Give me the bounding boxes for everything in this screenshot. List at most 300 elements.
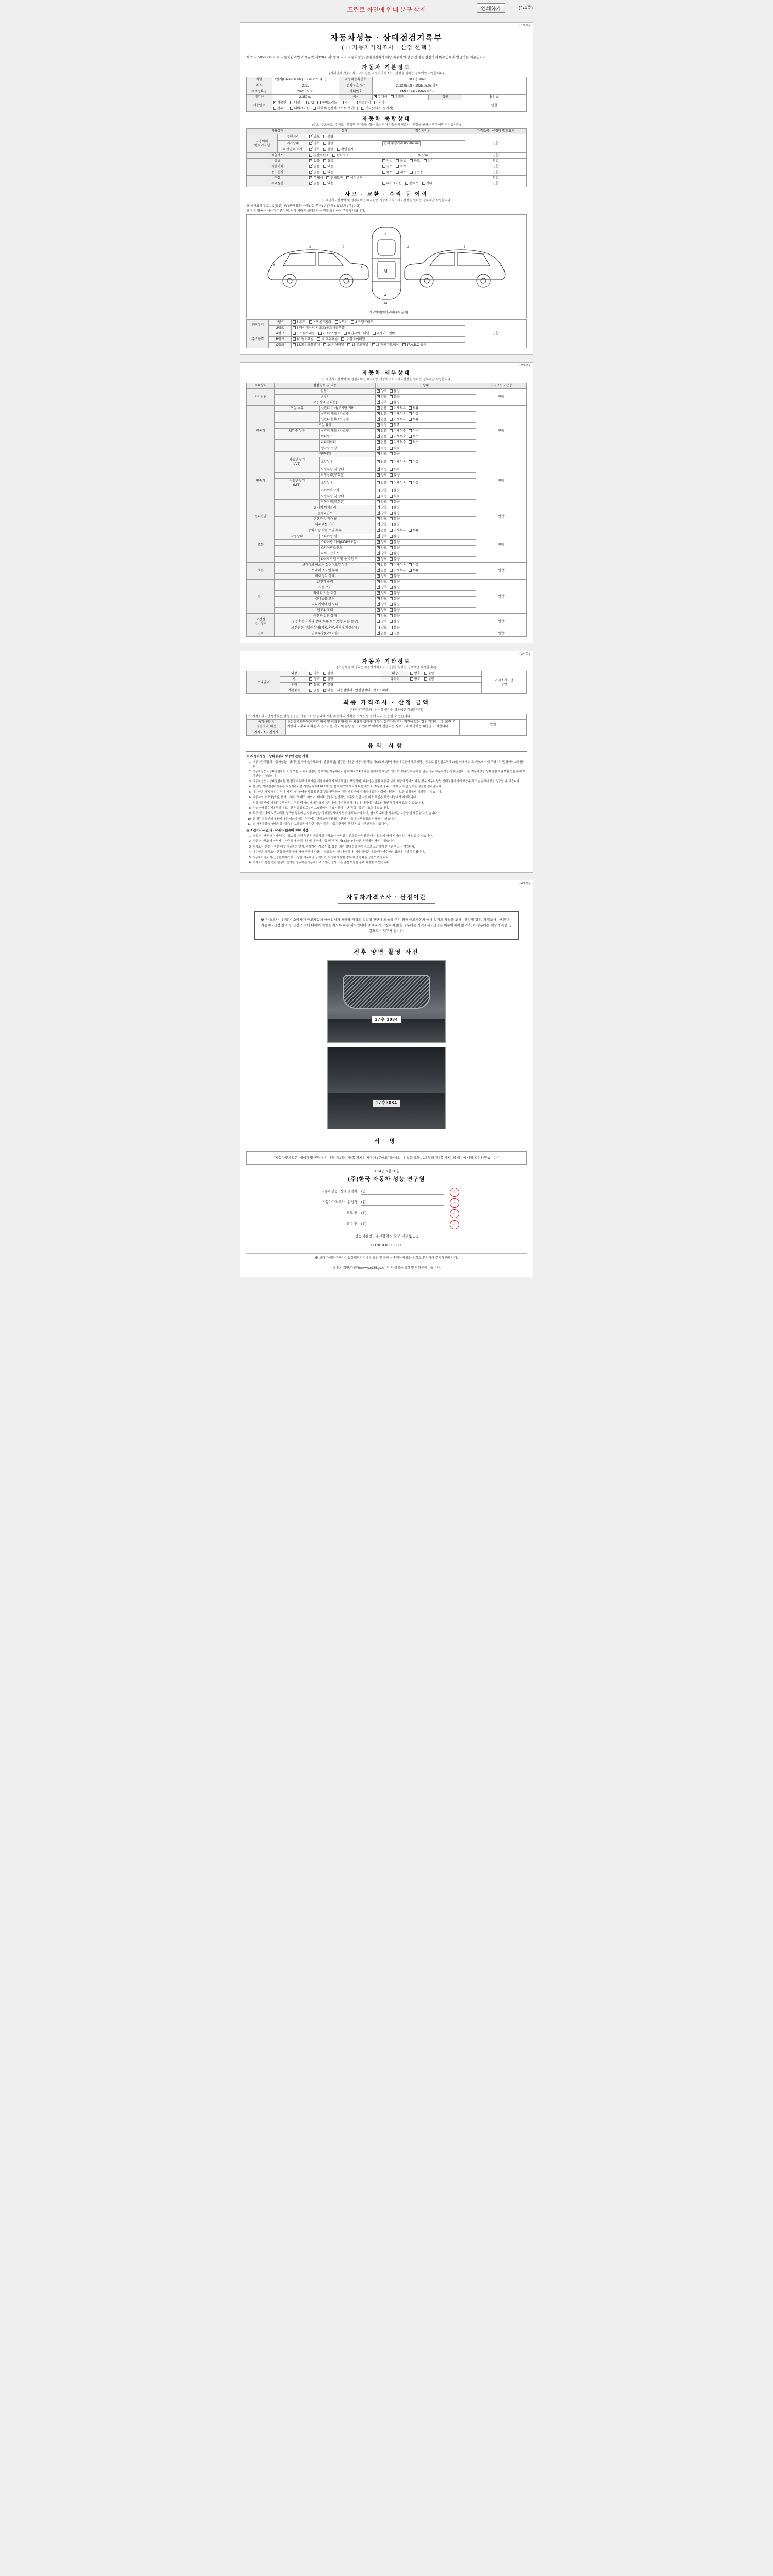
- overall-price-6: 연합: [465, 175, 527, 181]
- checkbox-mileage-good[interactable]: [309, 135, 312, 138]
- detail-state-options[interactable]: [375, 528, 476, 534]
- checkbox-rankA-insidepanel[interactable]: [344, 332, 347, 335]
- detail-option-label: 양호: [380, 608, 387, 613]
- checkbox-없음[interactable]: [377, 440, 380, 444]
- table-row: [247, 730, 527, 735]
- detail-option-label: 누유: [412, 406, 419, 411]
- detail-state-options[interactable]: [375, 511, 476, 517]
- checkbox-option-sunroof[interactable]: [273, 107, 276, 110]
- checkbox-불량[interactable]: [390, 620, 393, 623]
- rank-1-items[interactable]: [291, 319, 465, 325]
- detail-state-options[interactable]: [375, 545, 476, 551]
- etc-glass-options[interactable]: [308, 683, 381, 688]
- detail-state-options[interactable]: [375, 631, 476, 636]
- checkbox-없음[interactable]: [377, 481, 380, 484]
- detail-state-options[interactable]: [375, 602, 476, 608]
- checkbox-미세누유[interactable]: [390, 563, 393, 566]
- checkbox-불량[interactable]: [390, 574, 393, 578]
- checkbox-미세누유[interactable]: [390, 412, 393, 415]
- checkbox-option-navigation[interactable]: [290, 107, 293, 110]
- checkbox-양호[interactable]: [377, 574, 380, 578]
- accident-ranks-table: [246, 319, 527, 348]
- checkbox-불량[interactable]: [390, 489, 393, 492]
- detail-state-options[interactable]: [375, 429, 476, 434]
- checkbox-양호[interactable]: [377, 591, 380, 595]
- detail-item-label: 커먼레일: [275, 451, 375, 457]
- option-options[interactable]: [272, 106, 462, 111]
- checkbox-미세누유[interactable]: [390, 481, 393, 484]
- checkbox-불량[interactable]: [390, 540, 393, 544]
- checkbox-양호[interactable]: [377, 580, 380, 583]
- checkbox-불량[interactable]: [390, 535, 393, 538]
- front-grille: [343, 975, 430, 1009]
- checkbox-불량[interactable]: [390, 597, 393, 600]
- checkbox-cluster-good[interactable]: [309, 142, 312, 145]
- checkbox-부족[interactable]: [390, 447, 393, 450]
- detail-state-options[interactable]: [375, 608, 476, 614]
- checkbox-미세누유[interactable]: [390, 418, 393, 421]
- detail-option-label: 불량: [393, 540, 400, 544]
- checkbox-없음[interactable]: [377, 632, 380, 635]
- color-options[interactable]: [373, 94, 429, 100]
- signature-value[interactable]: (인): [361, 1190, 444, 1195]
- tuning-options[interactable]: [308, 158, 381, 164]
- usechange-sub[interactable]: [381, 170, 465, 175]
- checkbox-양호[interactable]: [377, 517, 380, 520]
- detail-option-label: 없음: [380, 418, 387, 422]
- checkbox-color-chromatic[interactable]: [391, 95, 394, 98]
- checkbox-rank2-radiator-support[interactable]: [293, 326, 296, 329]
- signature-value[interactable]: (인): [361, 1200, 444, 1206]
- checkbox-미세누수[interactable]: [390, 429, 393, 432]
- checkbox-rank1-hood[interactable]: [293, 320, 296, 324]
- detail-state-options[interactable]: [375, 500, 476, 505]
- checkbox-fuel-gasoline[interactable]: [273, 101, 276, 104]
- etc-tire-options[interactable]: [409, 677, 481, 683]
- checkbox-부족[interactable]: [390, 423, 393, 427]
- checkbox-special-fire[interactable]: [396, 165, 399, 168]
- fuel-opt-3: 하이브리드: [322, 100, 338, 105]
- detail-option-label: 없음: [380, 406, 387, 411]
- fuel-opt-0: 가솔린: [277, 100, 287, 105]
- checkbox-tuning-yes[interactable]: [323, 159, 326, 162]
- checkbox-양호[interactable]: [377, 603, 380, 606]
- detail-state-options[interactable]: [375, 400, 476, 406]
- checkbox-미세누유[interactable]: [390, 569, 393, 572]
- checkbox-누유[interactable]: [409, 406, 412, 410]
- detail-state-options[interactable]: [375, 388, 476, 394]
- final-price-table: [246, 714, 527, 735]
- detail-state-options[interactable]: [375, 457, 476, 467]
- detail-state-options[interactable]: [375, 614, 476, 619]
- tuning-sub-options[interactable]: [381, 158, 465, 164]
- detail-state-options[interactable]: [375, 585, 476, 591]
- detail-state-options[interactable]: [375, 394, 476, 400]
- checkbox-etc-glass-good[interactable]: [309, 683, 312, 686]
- checkbox-불량[interactable]: [390, 580, 393, 583]
- checkbox-option-other[interactable]: [361, 107, 364, 110]
- signature-row: [246, 1220, 527, 1229]
- checkbox-미세누수[interactable]: [390, 440, 393, 444]
- special-history-options[interactable]: [308, 164, 381, 170]
- checkbox-불량[interactable]: [390, 517, 393, 520]
- checkbox-양호[interactable]: [377, 540, 380, 544]
- table-row: [247, 505, 527, 511]
- checkbox-tuning-structure[interactable]: [410, 159, 413, 162]
- checkbox-special-flood[interactable]: [382, 165, 385, 168]
- overall-col-3: 가격조사 · 산정액 별도표기: [465, 129, 527, 134]
- mos-opt-0: 내비게이션: [386, 181, 402, 185]
- year-label: 연 식: [247, 83, 272, 89]
- detail-item-label: 동력조향 작동 오일 누유: [275, 528, 375, 534]
- checkbox-rankC-roofpanel[interactable]: [347, 343, 350, 346]
- checkbox-usechange-rent[interactable]: [382, 171, 385, 174]
- checkbox-양호[interactable]: [377, 473, 380, 477]
- checkbox-rankB-floorpanel[interactable]: [341, 337, 344, 341]
- checkbox-불량[interactable]: [390, 614, 393, 617]
- checkbox-불량[interactable]: [390, 586, 393, 589]
- detail-state-options[interactable]: [375, 591, 476, 597]
- detail-state-options[interactable]: [375, 417, 476, 423]
- checkbox-불량[interactable]: [390, 452, 393, 455]
- checkbox-fuel-diesel[interactable]: [290, 101, 293, 104]
- detail-subitem-label: 오일유량 및 상태: [320, 494, 376, 500]
- checkbox-fuel-lpg[interactable]: [304, 101, 307, 104]
- detail-state-options[interactable]: [375, 412, 476, 417]
- checkbox-etc-interior-bad[interactable]: [424, 672, 427, 675]
- checkbox-적정[interactable]: [377, 423, 380, 427]
- detail-state-options[interactable]: [375, 568, 476, 573]
- checkbox-불량[interactable]: [390, 626, 393, 629]
- checkbox-양호[interactable]: [377, 452, 380, 455]
- detail-state-options[interactable]: [375, 551, 476, 556]
- checkbox-usechange-none[interactable]: [309, 171, 312, 174]
- checkbox-etc-tire-bad[interactable]: [424, 677, 427, 681]
- detail-state-options[interactable]: [375, 478, 476, 488]
- checkbox-불량[interactable]: [390, 591, 393, 595]
- detail-state-options[interactable]: [375, 625, 476, 631]
- checkbox-rankA-crossmember[interactable]: [318, 332, 322, 335]
- mileage-state-options[interactable]: [308, 134, 381, 140]
- checkbox-없음[interactable]: [377, 406, 380, 410]
- notice-item: 4. 매수인은 가격조사·산정 금액과 실제 거래 금액이 다를 수 있음을 인지하여야 하며, 거래 금액은 매도인과 매수인의 협의에 따라 결정됩니다.: [253, 850, 527, 854]
- detail-table-body: [247, 388, 527, 636]
- checkbox-양호[interactable]: [377, 586, 380, 589]
- table-row: [247, 457, 527, 467]
- detail-state-options[interactable]: [375, 472, 476, 478]
- checkbox-불량[interactable]: [390, 500, 393, 503]
- checkbox-mainopt-other[interactable]: [422, 182, 425, 185]
- checkbox-양호[interactable]: [377, 500, 380, 503]
- checkbox-누유[interactable]: [409, 481, 412, 484]
- checkbox-etc-wheel-bad[interactable]: [323, 677, 326, 681]
- detail-option-label: 양호: [380, 586, 387, 590]
- detail-option-label: 불량: [393, 546, 400, 550]
- checkbox-etc-glass-bad[interactable]: [323, 683, 326, 686]
- checkbox-tuning-device[interactable]: [424, 159, 427, 162]
- checkbox-불량[interactable]: [390, 557, 393, 561]
- special-opinion-value: ※점검제외항목(미점검 항목 및 미확인 항목) 등 차량의 상태에 대하여 점검자의 추가 의견이 있는 경우 기재합니다. 또한 본 차량의 노후화에 따른 자연스러운 마모 및 손상 등으로 인하여 매매가 진행되는 경우 그에 해당하는 내용을 기재합니다.: [286, 720, 460, 730]
- signature-value[interactable]: (인): [361, 1211, 444, 1216]
- detail-state-options[interactable]: [375, 517, 476, 522]
- checkbox-누유[interactable]: [409, 460, 412, 463]
- checkbox-color-achromatic[interactable]: [374, 95, 377, 98]
- checkbox-etc-tire-good[interactable]: [410, 677, 413, 681]
- emission-options[interactable]: [308, 152, 381, 158]
- fuelgauge-options[interactable]: [308, 147, 381, 152]
- checkbox-불량[interactable]: [390, 552, 393, 555]
- checkbox-fuelgauge-bad[interactable]: [323, 148, 326, 151]
- checkbox-없음[interactable]: [377, 429, 380, 432]
- checkbox-미세누유[interactable]: [390, 406, 393, 410]
- checkbox-양호[interactable]: [377, 552, 380, 555]
- checkbox-fuelgauge-unknown[interactable]: [337, 148, 340, 151]
- checkbox-rank1-trunklid[interactable]: [351, 320, 354, 324]
- special-history-sub[interactable]: [381, 164, 465, 170]
- checkbox-양호[interactable]: [377, 523, 380, 526]
- detail-option-label: 누유: [412, 481, 419, 485]
- checkbox-불량[interactable]: [390, 389, 393, 393]
- checkbox-etc-exterior-good[interactable]: [309, 672, 312, 675]
- checkbox-없음[interactable]: [377, 569, 380, 572]
- notice-item: 2. 자동차가격조사·산정자는 가격조사·산정 내용에 대하여 자동차관리법 제58조의4에 따른 손해배상 책임이 있습니다.: [253, 839, 527, 843]
- checkbox-rankC-trunkfloor[interactable]: [293, 343, 296, 346]
- table-row: [247, 528, 527, 534]
- detail-state-options[interactable]: [375, 580, 476, 585]
- overall-price-4: 연합: [465, 164, 527, 170]
- checkbox-적정[interactable]: [377, 447, 380, 450]
- checkbox-mainopt-nav[interactable]: [382, 182, 385, 185]
- detail-state-options[interactable]: [375, 440, 476, 446]
- overall-price-3: 연합: [465, 158, 527, 164]
- checkbox-colorstate-achromatic[interactable]: [309, 176, 312, 179]
- checkbox-양호[interactable]: [377, 608, 380, 612]
- checkbox-불량[interactable]: [390, 473, 393, 477]
- detail-state-options[interactable]: [375, 562, 476, 568]
- checkbox-양호[interactable]: [377, 389, 380, 393]
- basic-price-value: 연합: [462, 100, 527, 111]
- checkbox-불량[interactable]: [390, 603, 393, 606]
- checkbox-불량[interactable]: [390, 546, 393, 549]
- checkbox-fuel-hydrogen[interactable]: [355, 101, 358, 104]
- detail-option-label: 양호: [380, 389, 387, 393]
- checkbox-mainopt-sunroof[interactable]: [405, 182, 408, 185]
- detail-option-label: 불량: [393, 614, 400, 618]
- checkbox-부족[interactable]: [390, 495, 393, 498]
- detail-state-options[interactable]: [375, 597, 476, 602]
- detail-state-options[interactable]: [375, 434, 476, 440]
- rank-2-items[interactable]: [291, 325, 465, 331]
- table-row: [247, 562, 527, 568]
- checkbox-불량[interactable]: [390, 506, 393, 509]
- checkbox-불량[interactable]: [390, 512, 393, 515]
- checkbox-mainopt-yes[interactable]: [323, 182, 326, 185]
- svg-text:1: 1: [361, 266, 363, 269]
- detail-state-options[interactable]: [375, 619, 476, 625]
- special-opinion-label: 특기사항 및 점검자의 의견: [247, 720, 286, 730]
- checkbox-fuel-electric[interactable]: [341, 101, 344, 104]
- checkbox-양호[interactable]: [377, 557, 380, 561]
- rank-b-items[interactable]: [291, 337, 465, 343]
- checkbox-없음[interactable]: [377, 435, 380, 438]
- checkbox-rankC-rearpanel[interactable]: [323, 343, 326, 346]
- checkbox-rankA-frontpanel[interactable]: [293, 332, 296, 335]
- checkbox-mileage-bad[interactable]: [323, 135, 326, 138]
- checkbox-양호[interactable]: [377, 614, 380, 617]
- usechange-options[interactable]: [308, 170, 381, 175]
- main-option-options[interactable]: [308, 181, 381, 187]
- detail-state-options[interactable]: [375, 423, 476, 429]
- checkbox-emission-co[interactable]: [309, 154, 312, 157]
- rank-c-items[interactable]: [291, 343, 465, 348]
- checkbox-etc-interior-good[interactable]: [410, 672, 413, 675]
- checkbox-미세누수[interactable]: [390, 435, 393, 438]
- checkbox-양호[interactable]: [377, 620, 380, 623]
- detail-state-options[interactable]: [375, 573, 476, 579]
- detail-state-options[interactable]: [375, 451, 476, 457]
- checkbox-있음[interactable]: [390, 632, 393, 635]
- fuel-type-options[interactable]: [272, 100, 462, 106]
- detail-option-label: 양호: [380, 401, 387, 404]
- checkbox-적정[interactable]: [377, 495, 380, 498]
- checkbox-누수[interactable]: [409, 440, 412, 444]
- checkbox-양호[interactable]: [377, 597, 380, 600]
- checkbox-etc-basic-yes[interactable]: [323, 689, 326, 692]
- rank-a-items[interactable]: [291, 331, 465, 337]
- price-assessment-banner: ※ '가격조사 · 산정'은 소비자가 중고자동차 매매업자가 거래를 가격의 적절성 판단에 도움을 주기 위해 중고차동차 매매 업자의 가격을 조사 · 산정할 경우, 가격조사 · 산정자는 자동차 · 산정 결과 등 산정 가격에 대하여 책임을 지도록 하는 제도입니다. 소비자가 요청하지 않을 경우에는 가격조사 · 산정은 이루어지지 않으며, 이 경우에는 해당 항목을 공란으로 비워두게 됩니다.: [254, 911, 519, 940]
- checkbox-불량[interactable]: [390, 401, 393, 404]
- checkbox-양호[interactable]: [377, 401, 380, 404]
- cluster-state-options[interactable]: [308, 140, 381, 147]
- checkbox-special-yes[interactable]: [323, 165, 326, 168]
- etc-wheel-options[interactable]: [308, 677, 381, 683]
- checkbox-불량[interactable]: [390, 395, 393, 398]
- detail-state-options[interactable]: [375, 534, 476, 539]
- checkbox-없음[interactable]: [377, 563, 380, 566]
- print-button[interactable]: 인쇄하기: [477, 3, 505, 13]
- checkbox-mainopt-none[interactable]: [309, 182, 312, 185]
- signature-value[interactable]: (인): [361, 1222, 444, 1227]
- checkbox-없음[interactable]: [377, 412, 380, 415]
- detail-option-label: 미세누유: [393, 412, 406, 416]
- detail-state-options[interactable]: [375, 446, 476, 451]
- checkbox-tuning-illegal[interactable]: [396, 159, 399, 162]
- checkbox-누유[interactable]: [409, 563, 412, 566]
- checkbox-적정[interactable]: [377, 468, 380, 471]
- checkbox-fuelgauge-good[interactable]: [309, 148, 312, 151]
- accident-note: (거래당사 · 산정액 및 점검자의견 표시란은 자동차가격조사 · 산정을 원하는 경우에만 작성합니다): [321, 199, 452, 202]
- rank-c-label: C랭크: [269, 343, 291, 348]
- checkbox-누유[interactable]: [409, 412, 412, 415]
- checkbox-rank1-fender[interactable]: [309, 320, 312, 324]
- checkbox-fuel-hybrid[interactable]: [317, 101, 321, 104]
- ra-1: 7.크로스멤버: [322, 332, 341, 336]
- detail-state-options[interactable]: [375, 467, 476, 472]
- checkbox-etc-basic-none[interactable]: [309, 689, 312, 692]
- checkbox-불량[interactable]: [390, 523, 393, 526]
- checkbox-rankB-dashpanel[interactable]: [317, 337, 320, 341]
- vin-label: 자동차등록번호: [339, 77, 373, 83]
- etc-exterior-options[interactable]: [308, 671, 381, 677]
- checkbox-양호[interactable]: [377, 626, 380, 629]
- detail-state-options[interactable]: [375, 494, 476, 500]
- etc-glass-label: 유리: [280, 683, 308, 688]
- checkbox-양호[interactable]: [377, 506, 380, 509]
- detail-subitem-label: 실린더 헤드 / 가스켓: [320, 412, 376, 417]
- rank-b-label: B랭크: [269, 337, 291, 343]
- seal-stamp-icon: 印: [450, 1209, 459, 1218]
- table-row: [247, 319, 527, 325]
- etc-basic-options[interactable]: [308, 688, 482, 694]
- checkbox-option-airbag[interactable]: [313, 107, 316, 110]
- color-state-options[interactable]: [308, 175, 381, 181]
- checkbox-누수[interactable]: [409, 435, 412, 438]
- checkbox-없음[interactable]: [377, 529, 380, 532]
- checkbox-누유[interactable]: [409, 418, 412, 421]
- cluster-opt-1: 불량: [327, 141, 334, 145]
- detail-state-options[interactable]: [375, 488, 476, 494]
- checkbox-usechange-commercial[interactable]: [410, 171, 413, 174]
- checkbox-rankB-pillarpanel[interactable]: [293, 337, 296, 341]
- detail-state-options[interactable]: [375, 556, 476, 562]
- fg-opt-1: 불량: [327, 147, 334, 151]
- checkbox-rankA-sidemember[interactable]: [373, 332, 376, 335]
- checkbox-미세누유[interactable]: [390, 529, 393, 532]
- displacement-value: 2,359 cc: [272, 94, 339, 100]
- checkbox-tuning-legal[interactable]: [382, 159, 385, 162]
- detail-state-options[interactable]: [375, 406, 476, 412]
- checkbox-fuel-other[interactable]: [374, 101, 377, 104]
- checkbox-etc-wheel-good[interactable]: [309, 677, 312, 681]
- checkbox-양호[interactable]: [377, 546, 380, 549]
- detail-state-options[interactable]: [375, 505, 476, 511]
- checkbox-없음[interactable]: [377, 418, 380, 421]
- main-option-sub[interactable]: [381, 181, 465, 187]
- checkbox-rank1-door[interactable]: [335, 320, 338, 324]
- checkbox-colorstate-changed[interactable]: [346, 176, 349, 179]
- checkbox-rankC-pillars[interactable]: [402, 343, 406, 346]
- checkbox-누유[interactable]: [409, 529, 412, 532]
- checkbox-없음[interactable]: [377, 460, 380, 463]
- model-value: 그랜저(GRANDEUR) : (IG하이브리드): [272, 77, 339, 83]
- detail-item-label: 오일 누유: [275, 406, 320, 412]
- checkbox-special-none[interactable]: [309, 165, 312, 168]
- checkbox-양호[interactable]: [377, 535, 380, 538]
- checkbox-양호[interactable]: [377, 512, 380, 515]
- checkbox-양호[interactable]: [377, 395, 380, 398]
- checkbox-colorstate-full[interactable]: [326, 176, 329, 179]
- checkbox-tuning-none[interactable]: [309, 159, 312, 162]
- detail-state-options[interactable]: [375, 522, 476, 528]
- checkbox-누수[interactable]: [409, 429, 412, 432]
- checkbox-cluster-bad[interactable]: [323, 142, 326, 145]
- overall-col-2: 점검자의견: [381, 129, 465, 134]
- checkbox-emission-hc[interactable]: [332, 154, 335, 157]
- checkbox-usechange-lease[interactable]: [396, 171, 399, 174]
- checkbox-부족[interactable]: [390, 468, 393, 471]
- checkbox-usechange-yes[interactable]: [323, 171, 326, 174]
- fuel-opt-6: 기타: [378, 100, 385, 105]
- checkbox-누유[interactable]: [409, 569, 412, 572]
- checkbox-양호[interactable]: [377, 489, 380, 492]
- table-row: [247, 671, 527, 677]
- checkbox-etc-exterior-bad[interactable]: [323, 672, 326, 675]
- checkbox-rankC-packagetray[interactable]: [372, 343, 375, 346]
- detail-state-options[interactable]: [375, 539, 476, 545]
- checkbox-불량[interactable]: [390, 608, 393, 612]
- checkbox-미세누유[interactable]: [390, 460, 393, 463]
- etc-interior-options[interactable]: [409, 671, 481, 677]
